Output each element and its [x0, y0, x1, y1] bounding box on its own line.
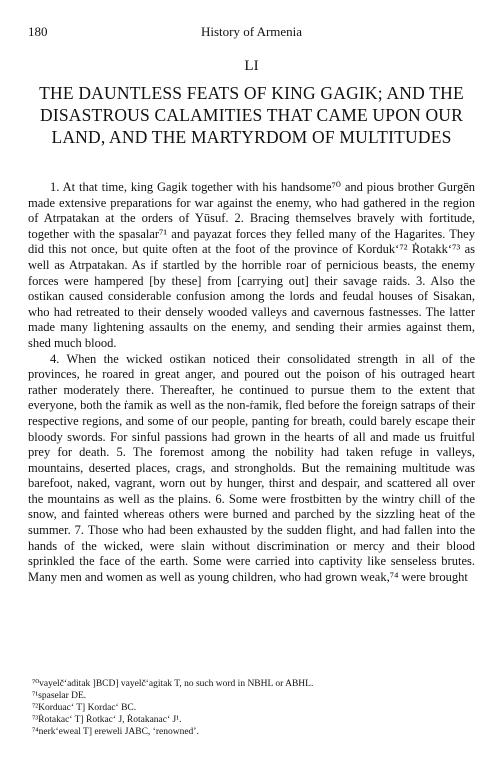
running-title: History of Armenia — [200, 24, 303, 39]
chapter-title: THE DAUNTLESS FEATS OF KING GAGIK; AND THE DISASTROUS CALAMITIES THAT CAME UPON OUR LAND, AND THE MARTYRDOM OF MULTITUDES — [39, 83, 464, 147]
body-text — [28, 180, 475, 585]
paragraph: 4. When the wicked ostikan noticed their consolidated strength in all of the provinces, he roared in great anger, and poured out the poison of his outraged heart rather moderately there. Thereafter, he continued to pursue them to the extent that everyone, both the ṙamik as well as the non-ṙamik, fled before the foreign satraps of their respective regions, and some of our people, panting for breath, could barely escape their bloody swords. For sinful passions had grown in the hearts of all and made us fruitful prey for death. 5. The foremost among the nobility had taken refuge in valleys, mountains, deserted places, crags, and strongholds. But the remaining multitude was barefoot, naked, vagrant, worn out by hunger, thirst and despair, and scattered all over the mountains as well as the plains. 6. Some were frostbitten by the wintry chill of the snow, and fainted whereas others were burned and parched by the sizzling heat of the summer. 7. Those who had been exhausted by the sudden flight, and had fallen into the hands of the wicked, were slain without discrimination or mercy and their blood sprinkled the face of the earth. Some were carried into captivity like senseless brutes. Many men and women as well as young children, who had grown weak,⁷⁴ were brought — [28, 351, 475, 584]
footnotes — [32, 678, 475, 738]
footnote: ⁷¹spaselar DE. — [32, 691, 87, 701]
footnote: ⁷²Korduac‘ T] Kordac‘ BC. — [32, 703, 137, 713]
chapter-number: LI — [244, 58, 259, 74]
footnote: ⁷³Ṙotakac‘ T] Ṙotkac‘ J, Ṙotakanac‘ J¹. — [32, 715, 182, 725]
page-header — [28, 24, 475, 42]
page-number: 180 — [28, 24, 48, 39]
paragraph: 1. At that time, king Gagik together with his handsome⁷⁰ and pious brother Gurgēn made extensive preparations for war against the enemy, who had gathered in the region of Atrpatakan at the orders of Yūsuf. 2. Bracing themselves bravely with fortitude, together with the spasalar⁷¹ and payazat forces they felled many of the Hagarites. They did this not once, but quite often at the foot of the province of Korduk‘⁷² Ṙotakk‘⁷³ as well as Atrpatakan. As if startled by the horrible roar of pernicious beasts, the enemy forces were hampered [by these] from [carrying out] their savage raids. 3. Also the ostikan caused considerable confusion among the lords and feudal houses of Sisakan, who had retreated to their densely wooded valleys and cavernous fastnesses. The latter made many lightening assaults on the enemy, and sending their armies against them, shed much blood. — [28, 180, 475, 350]
footnote: ⁷⁴nerk‘eweal T] ereweli JABC, ‘renowned’. — [32, 727, 199, 737]
footnote: ⁷⁰vayelč‘aditak ]BCD] vayelč‘agitak T, no such word in NBHL or ABHL. — [32, 679, 314, 689]
